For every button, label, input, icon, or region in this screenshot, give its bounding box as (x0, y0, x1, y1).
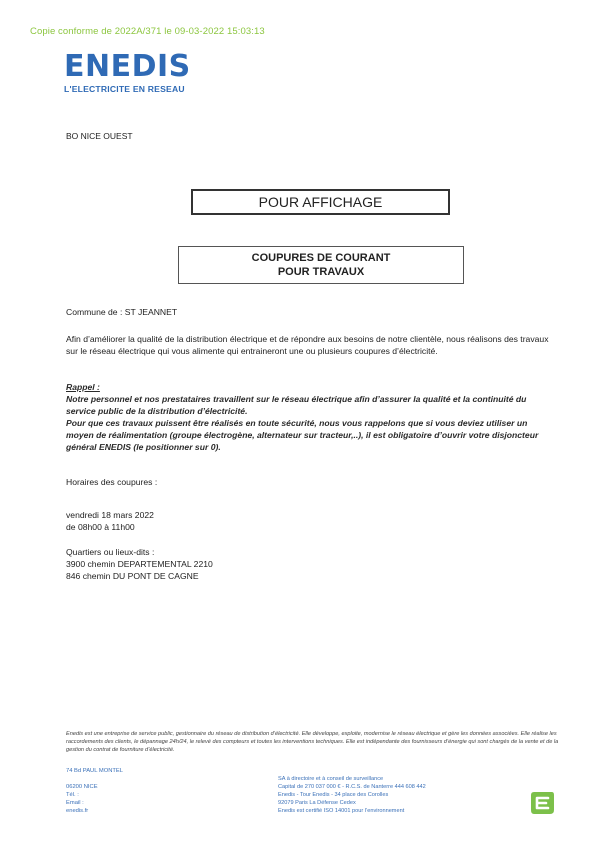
agency-name: BO NICE OUEST (66, 131, 133, 141)
notice-title: POUR AFFICHAGE (258, 194, 383, 210)
legal-line: Enedis est certifié ISO 14001 pour l’environnement (278, 808, 405, 814)
notice-subtitle-box (178, 246, 464, 284)
footer-tel: Tél. : (66, 792, 79, 798)
legal-line: Capital de 270 037 000 € - R.C.S. de Nanterre 444 608 442 (278, 784, 426, 790)
notice-subtitle-line2: POUR TRAVAUX (277, 266, 365, 278)
legal-line: 92079 Paris La Défense Cedex (278, 800, 356, 806)
reminder-block (66, 381, 552, 453)
certified-copy-stamp: Copie conforme de 2022A/371 le 09-03-2022 15:03:13 (30, 26, 265, 37)
legal-line: Enedis - Tour Enedis - 34 place des Corolles (278, 792, 389, 798)
notice-subtitle-line1: COUPURES DE COURANT (251, 252, 391, 264)
footer-legal (278, 775, 508, 815)
footer-city: 06200 NICE (66, 784, 98, 790)
reminder-paragraph-1: Notre personnel et nos prestataires travaillent sur le réseau électrique afin d’assurer la qualité et la continuité du service public de la distribution d’électricité. (66, 394, 527, 416)
enedis-logo: ENEDIS (64, 49, 191, 84)
iso-14001-leaf-icon (528, 790, 556, 816)
place-item: 846 chemin DU PONT DE CAGNE (66, 571, 199, 581)
schedule-label: Horaires des coupures : (66, 477, 158, 487)
footer-description: Enedis est une entreprise de service public, gestionnaire du réseau de distribution d’électricité. Elle développe, exploite, modernise le réseau électrique et gère les données associées. Elle réalise les raccordements des clients, le dépannage 24h/24, le relevé des compteurs et toutes les interventions techniques. Elle est indépendante des fournisseurs d’énergie qui sont chargés de la vente et de la gestion du contrat de fourniture d’électricité. (66, 731, 559, 753)
outage-date: vendredi 18 mars 2022 (66, 510, 154, 520)
legal-line: SA à directoire et à conseil de surveillance (278, 776, 384, 782)
reminder-title: Rappel : (66, 382, 100, 392)
place-item: 3900 chemin DEPARTEMENTAL 2210 (66, 559, 213, 569)
footer-street: 74 Bd PAUL MONTEL (66, 768, 124, 774)
outage-time: de 08h00 à 11h00 (66, 522, 135, 532)
reminder-paragraph-2: Pour que ces travaux puissent être réalisés en toute sécurité, nous vous rappelons que si vous deviez utiliser un moyen de réalimentation (groupe électrogène, alternateur sur tracteur,..), il est obligatoire d’ouvrir votre disjoncteur général ENEDIS (le positionner sur 0). (66, 418, 539, 452)
commune-line: Commune de : ST JEANNET (66, 307, 178, 317)
logo-tagline: L'ELECTRICITE EN RESEAU (64, 84, 185, 94)
intro-paragraph: Afin d’améliorer la qualité de la distribution électrique et de répondre aux besoins de notre clientèle, nous réalisons des travaux sur le réseau électrique qui vous alimente qui entraineront une ou plusieurs coupures d’électricité. (66, 334, 549, 356)
footer-email: Email : (66, 800, 84, 806)
notice-title-box (191, 189, 450, 215)
footer-website-link[interactable]: enedis.fr (66, 808, 89, 814)
places-label: Quartiers ou lieux-dits : (66, 547, 155, 557)
